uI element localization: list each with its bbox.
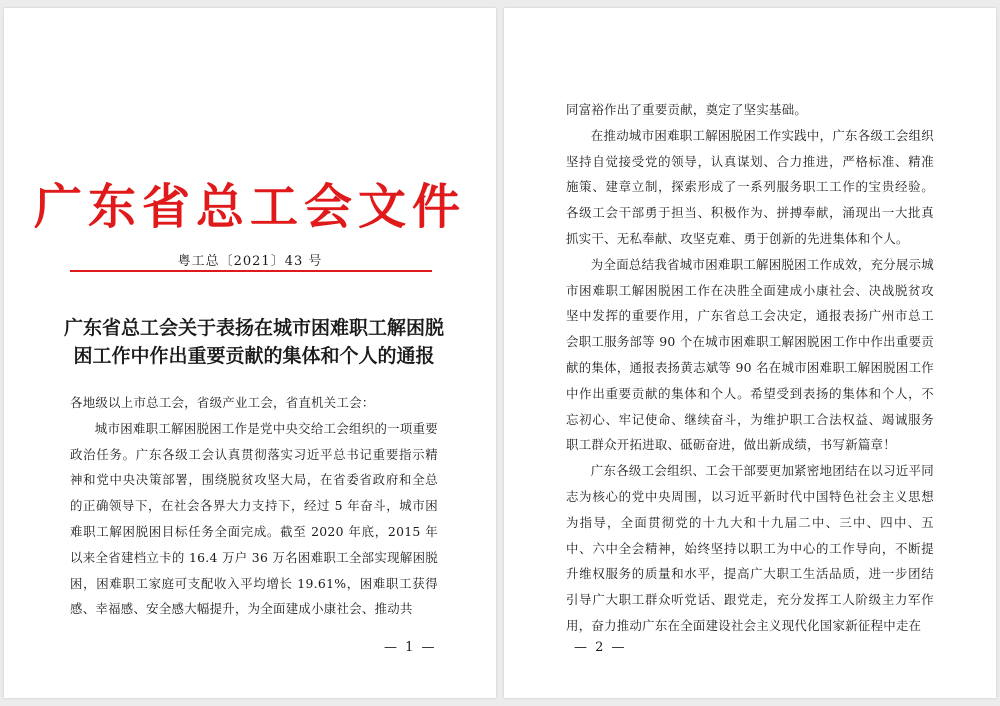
document-page-1: [4, 8, 496, 698]
red-divider-line: [70, 270, 432, 272]
document-header-title: 广东省总工会文件: [33, 179, 466, 235]
paragraph: 在推动城市困难职工解困脱困工作实践中，广东各级工会组织坚持自觉接受党的领导，认真谋划、合力推进，严格标准、精准施策、建章立制，探索形成了一系列服务职工工作的宝贵经验。各级工会干部勇于担当、积极作为、拼搏奉献，涌现出一大批真抓实干、无私奉献、攻坚克难、勇于创新的先进集体和个人。: [566, 127, 934, 246]
paragraph: 同富裕作出了重要贡献，奠定了坚实基础。: [566, 102, 808, 117]
paragraph: 为全面总结我省城市困难职工解困脱困工作成效，充分展示城市困难职工解困脱困工作在决胜全面建成小康社会、决战脱贫攻坚中发挥的重要作用，广东省总工会决定，通报表扬广州市总工会职工服务部等 90 个在城市困难职工解困脱困工作中作出重要贡献的集体，通报表扬黄志斌等 90 名在城市困难职工解困脱困工作中作出重要贡献的集体和个人。希望受到表扬的集体和个人，不忘初心、牢记使命、继续奋斗，为维护职工合法权益、竭诚服务职工群众开拓进取、砥砺奋进，做出新成绩，书写新篇章！: [566, 256, 934, 453]
document-number: 粤工总〔2021〕43 号: [177, 254, 323, 269]
page2-body: [566, 97, 934, 639]
paragraph: 广东各级工会组织、工会干部要更加紧密地团结在以习近平同志为核心的党中央周围，以习近平新时代中国特色社会主义思想为指导，全面贯彻党的十九大和十九届二中、三中、四中、五中、六中全会精神，始终坚持以职工为中心的工作导向，不断提升维权服务的质量和水平，提高广大职工生活品质，进一步团结引导广大职工群众听党话、跟党走，充分发挥工人阶级主力军作用，奋力推动广东在全面建设社会主义现代化国家新征程中走在: [566, 463, 934, 633]
page-number: — 1 —: [384, 640, 437, 655]
notice-title: 广东省总工会关于表扬在城市困难职工解困脱困工作中作出重要贡献的集体和个人的通报: [64, 317, 445, 367]
salutation: 各地级以上市总工会，省级产业工会，省直机关工会：: [70, 395, 375, 410]
page1-body: [70, 390, 438, 622]
page-number: — 2 —: [574, 640, 627, 655]
paragraph: 城市困难职工解困脱困工作是党中央交给工会组织的一项重要政治任务。广东各级工会认真贯彻落实习近平总书记重要指示精神和党中央决策部署，围绕脱贫攻坚大局，在省委省政府和全总的正确领导下，在社会各界大力支持下，经过 5 年奋斗，城市困难职工解困脱困目标任务全面完成。截至 2020 年底，2015 年以来全省建档立卡的 16.4 万户 36 万名困难职工全部实现解困脱困，困难职工家庭可支配收入平均增长 19.61%，困难职工获得感、幸福感、安全感大幅提升，为全面建成小康社会、推动共: [70, 420, 438, 617]
document-page-2: [504, 8, 996, 698]
